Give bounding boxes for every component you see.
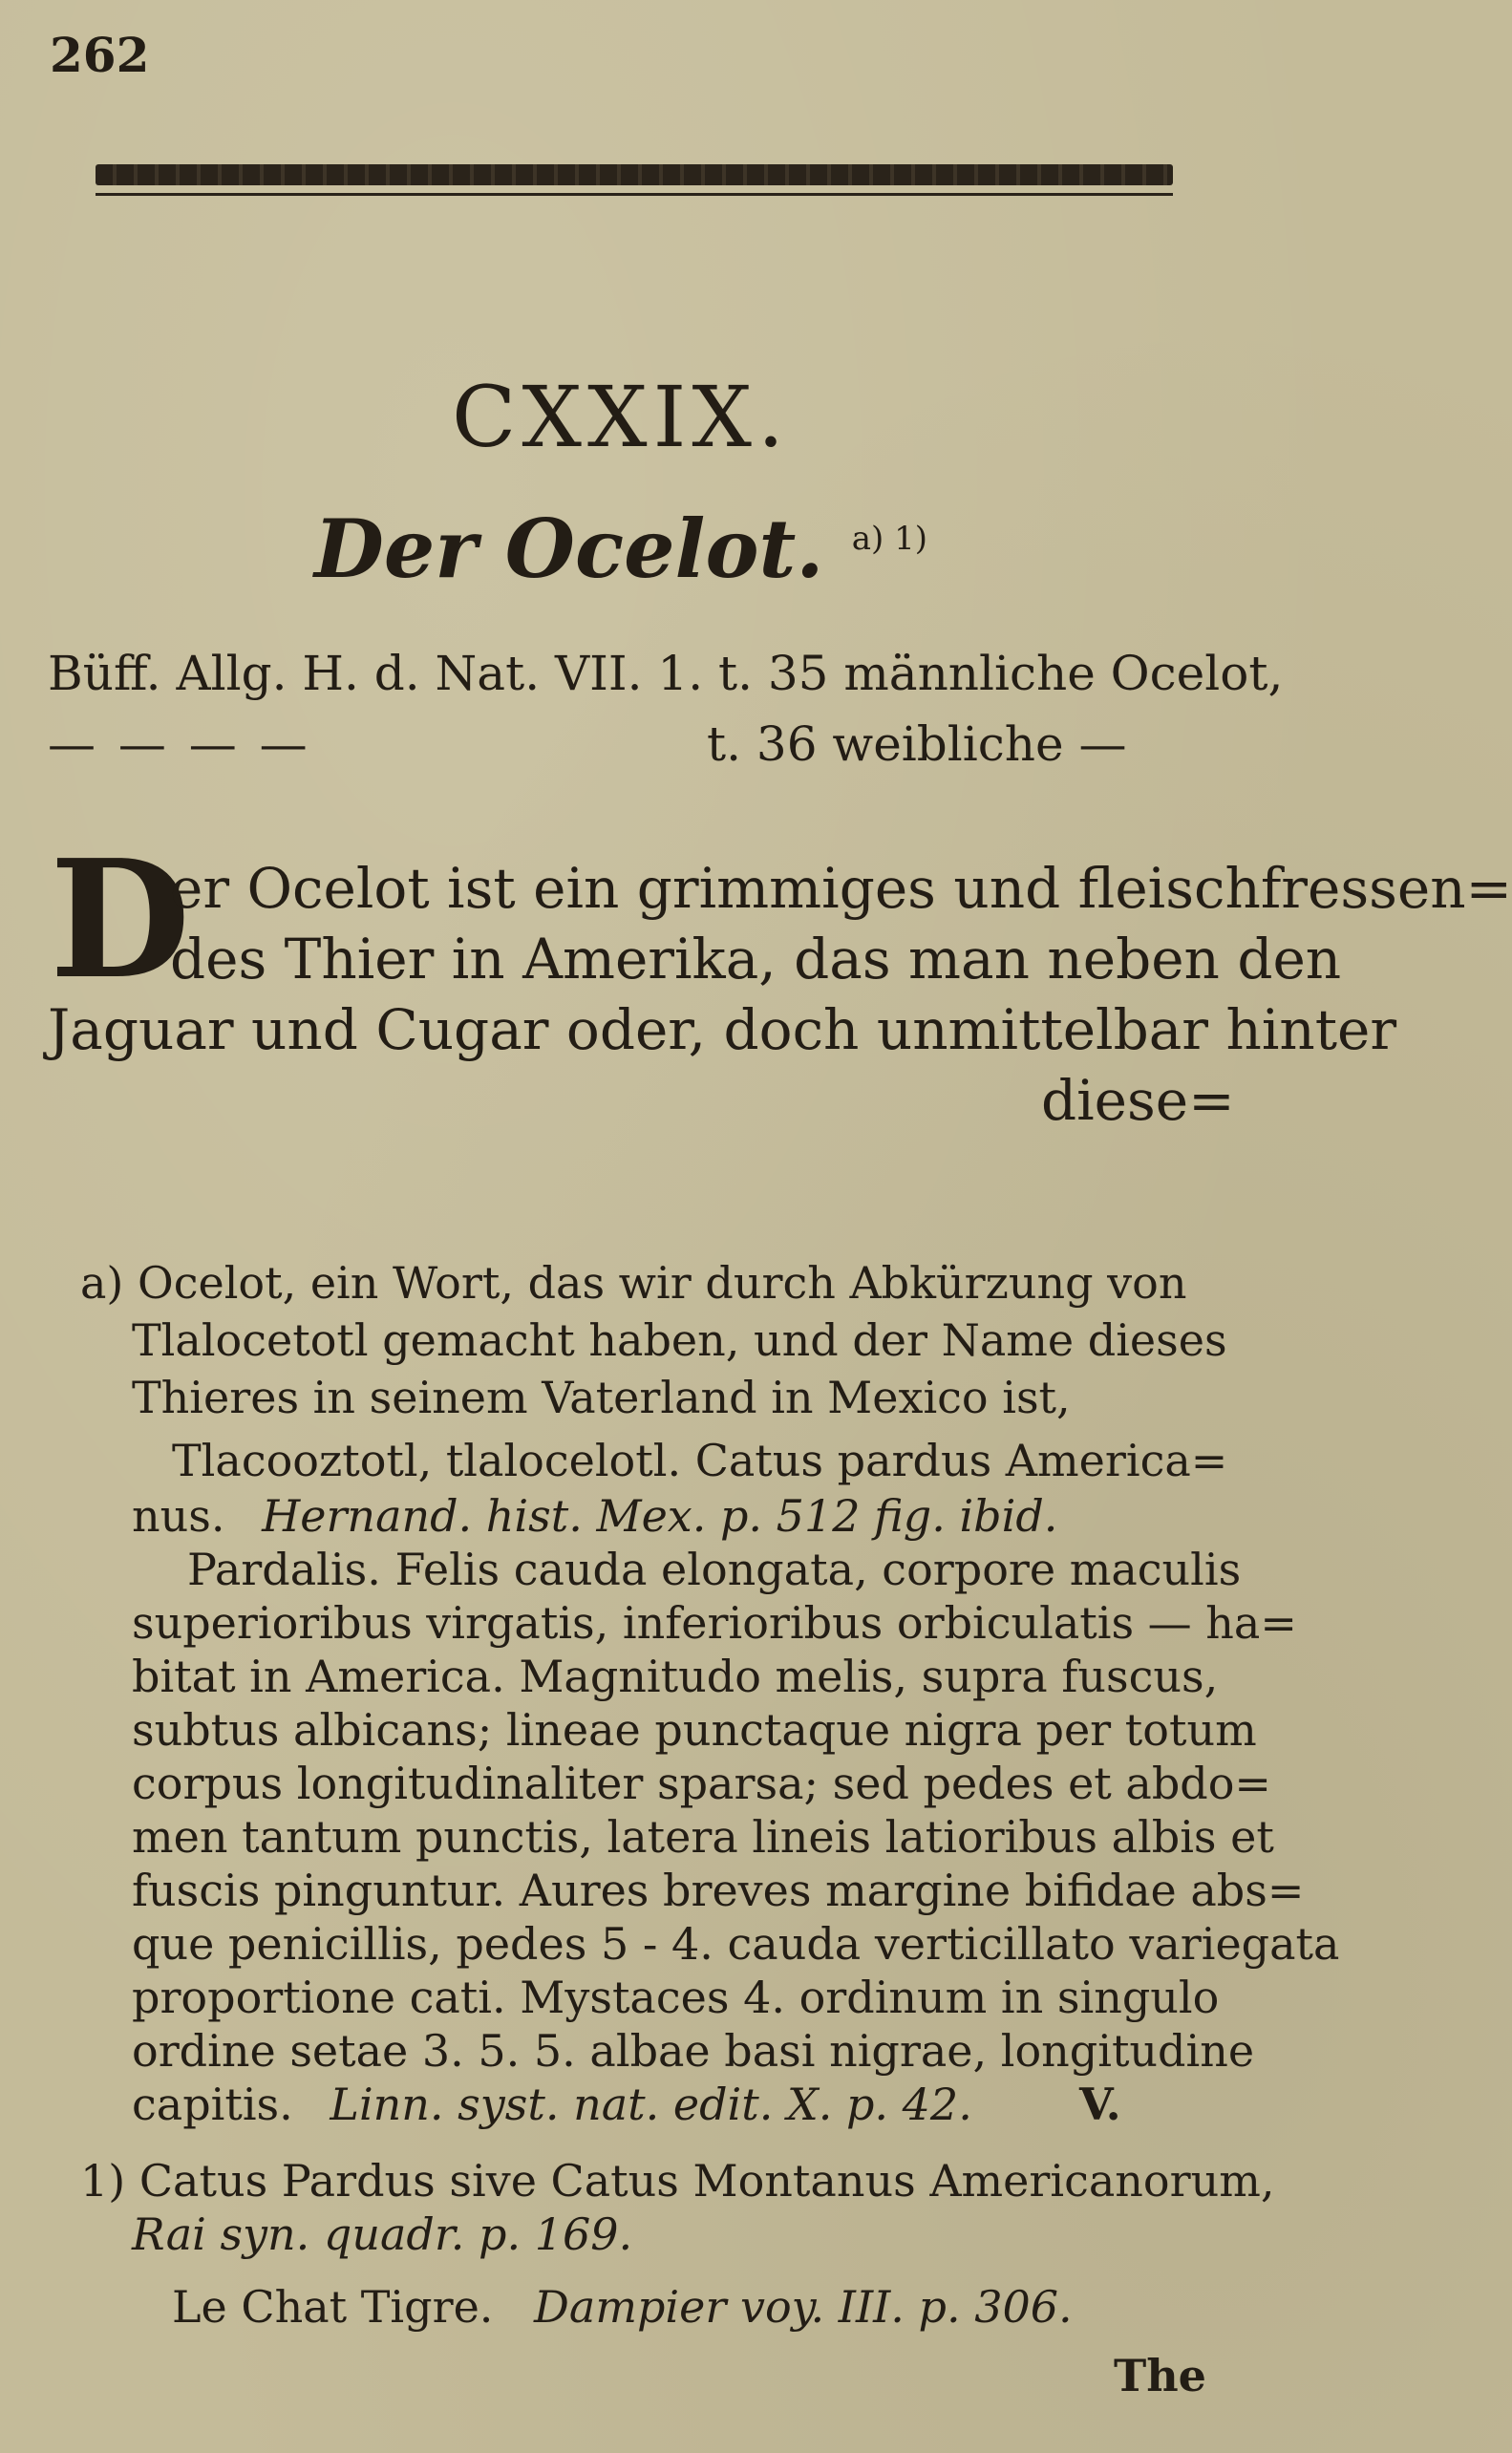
- latin-line-9: proportione cati. Mystaces 4. ordinum in singulo: [132, 1972, 1220, 2023]
- reference-dashes: — — — —: [48, 716, 311, 772]
- latin-line-8: que penicillis, pedes 5 - 4. cauda verticillato variegata: [132, 1918, 1340, 1970]
- latin-1b-plain: nus.: [132, 1490, 225, 1542]
- body-line-4: diese=: [1041, 1068, 1235, 1133]
- latin-1b-citation: Hernand. hist. Mex. p. 512 fig. ibid.: [262, 1490, 1058, 1542]
- drop-cap: D: [50, 824, 191, 1015]
- footnote-a-latin-1a: Tlacooztotl, tlalocelotl. Catus pardus America=: [172, 1435, 1228, 1486]
- title-text: Der Ocelot.: [313, 501, 824, 596]
- footnote-a-line-1: a) Ocelot, ein Wort, das wir durch Abkürzung von: [80, 1257, 1187, 1309]
- page-number: 262: [50, 27, 150, 83]
- dampier-citation: Dampier voy. III. p. 306.: [534, 2281, 1073, 2333]
- title-footnote-markers: a) 1): [851, 520, 928, 558]
- reference-line-1: Büff. Allg. H. d. Nat. VII. 1. t. 35 männliche Ocelot,: [48, 646, 1284, 701]
- chapter-number: CXXIX.: [451, 368, 790, 466]
- footnote-1-line-3: [172, 2281, 1073, 2333]
- reference-line-2: t. 36 weibliche —: [707, 716, 1127, 772]
- latin-line-7: fuscis pinguntur. Aures breves margine bifidae abs=: [132, 1865, 1305, 1916]
- latin-line-4: subtus albicans; lineae punctaque nigra per totum: [132, 1704, 1257, 1756]
- footnote-1-line-2: Rai syn. quadr. p. 169.: [132, 2208, 633, 2260]
- latin-last-plain: capitis.: [132, 2079, 293, 2130]
- footnote-1-plain: Le Chat Tigre.: [172, 2281, 494, 2333]
- body-line-3: Jaguar und Cugar oder, doch unmittelbar hinter: [48, 997, 1397, 1062]
- catchword: The: [1114, 2350, 1206, 2401]
- footnote-a-line-3: Thieres in seinem Vaterland in Mexico ist,: [132, 1372, 1071, 1423]
- footnote-1-line-1: 1) Catus Pardus sive Catus Montanus Americanorum,: [80, 2155, 1275, 2207]
- footnote-a-latin-1b: [132, 1490, 1057, 1542]
- body-line-2: des Thier in Amerika, das man neben den: [170, 927, 1342, 992]
- latin-line-10: ordine setae 3. 5. 5. albae basi nigrae, longitudine: [132, 2025, 1255, 2077]
- header-rule-thin: [96, 193, 1173, 196]
- latin-line-1: Pardalis. Felis cauda elongata, corpore maculis: [187, 1544, 1242, 1595]
- latin-line-11: [132, 2079, 972, 2130]
- footnote-a-line-2: Tlalocetotl gemacht haben, und der Name dieses: [132, 1314, 1227, 1366]
- page-title: [0, 501, 1242, 596]
- header-rule: [96, 164, 1173, 185]
- body-line-1: er Ocelot ist ein grimmiges und fleischfressen=: [170, 856, 1512, 921]
- latin-line-2: superioribus virgatis, inferioribus orbiculatis — ha=: [132, 1597, 1297, 1649]
- latin-line-3: bitat in America. Magnitudo melis, supra fuscus,: [132, 1651, 1219, 1702]
- translator-signature: V.: [1079, 2079, 1121, 2130]
- latin-line-5: corpus longitudinaliter sparsa; sed pedes et abdo=: [132, 1758, 1271, 1809]
- latin-line-6: men tantum punctis, latera lineis latioribus albis et: [132, 1811, 1274, 1863]
- linnaeus-citation: Linn. syst. nat. edit. X. p. 42.: [330, 2079, 972, 2130]
